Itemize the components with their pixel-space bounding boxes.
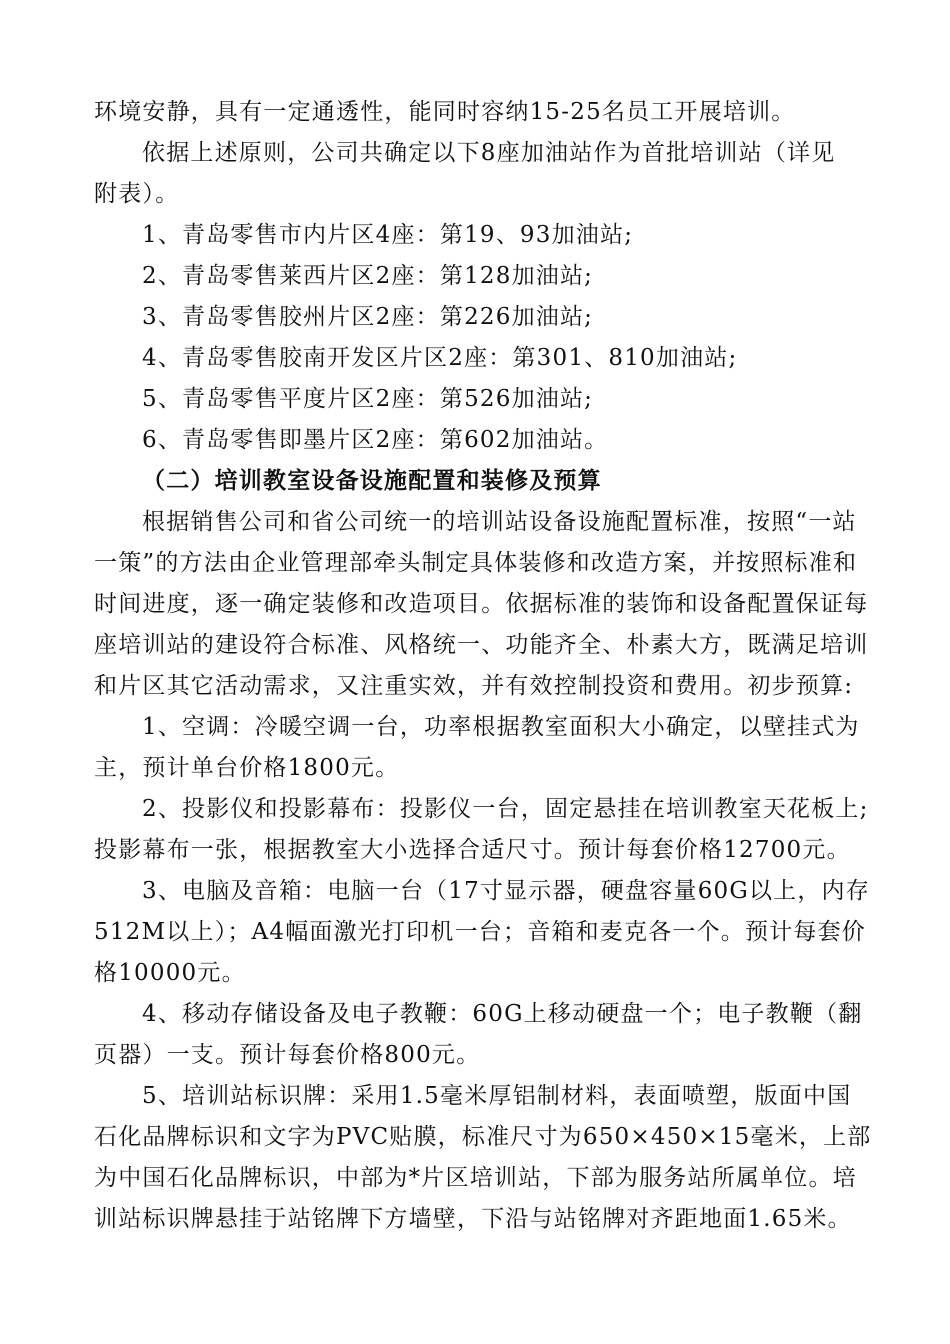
list-item: 3、电脑及音箱：电脑一台（17寸显示器，硬盘容量60G以上，内存 xyxy=(142,878,870,904)
body-text-line: 为中国石化品牌标识，中部为*片区培训站，下部为服务站所属单位。培 xyxy=(94,1165,857,1191)
list-item: 2、投影仪和投影幕布：投影仪一台，固定悬挂在培训教室天花板上; xyxy=(142,796,869,822)
body-text-line: 512M以上）；A4幅面激光打印机一台；音箱和麦克各一个。预计每套价 xyxy=(94,919,866,945)
body-text-line: 一策”的方法由企业管理部牵头制定具体装修和改造方案，并按照标准和 xyxy=(94,550,858,576)
list-item: 5、青岛零售平度片区2座：第526加油站; xyxy=(142,386,594,412)
list-item: 5、培训站标识牌：采用1.5毫米厚铝制材料，表面喷塑，版面中国 xyxy=(142,1083,852,1109)
body-text-line: 时间进度，逐一确定装修和改造项目。依据标准的装饰和设备配置保证每 xyxy=(94,591,869,617)
list-item: 2、青岛零售莱西片区2座：第128加油站; xyxy=(142,263,594,289)
section-heading: （二）培训教室设备设施配置和装修及预算 xyxy=(142,468,602,494)
paragraph-first-line: 依据上述原则，公司共确定以下8座加油站作为首批培训站（详见 xyxy=(142,140,836,166)
body-text-line: 附表）。 xyxy=(94,181,180,207)
body-text-line: 主，预计单台价格1800元。 xyxy=(94,755,400,781)
body-text-line: 和片区其它活动需求，又注重实效，并有效控制投资和费用。初步预算: xyxy=(94,673,854,699)
body-text-line: 页器）一支。预计每套价格800元。 xyxy=(94,1042,481,1068)
body-text-line: 格10000元。 xyxy=(94,960,246,986)
list-item: 3、青岛零售胶州片区2座：第226加油站; xyxy=(142,304,594,330)
list-item: 4、青岛零售胶南开发区片区2座：第301、810加油站; xyxy=(142,345,738,371)
body-text-line: 石化品牌标识和文字为PVC贴膜，标准尺寸为650×450×15毫米，上部 xyxy=(94,1124,872,1150)
list-item: 4、移动存储设备及电子教鞭：60G上移动硬盘一个；电子教鞭（翻 xyxy=(142,1001,863,1027)
body-text-line: 训站标识牌悬挂于站铭牌下方墙壁，下沿与站铭牌对齐距地面1.65米。 xyxy=(94,1206,852,1232)
list-item: 1、青岛零售市内片区4座：第19、93加油站; xyxy=(142,222,634,248)
body-text-line: 环境安静，具有一定通透性，能同时容纳15-25名员工开展培训。 xyxy=(94,99,796,125)
paragraph-first-line: 根据销售公司和省公司统一的培训站设备设施配置标准，按照“一站 xyxy=(142,509,857,535)
body-text-line: 座培训站的建设符合标准、风格统一、功能齐全、朴素大方，既满足培训 xyxy=(94,632,869,658)
document-page xyxy=(94,92,872,1240)
body-text-line: 投影幕布一张，根据教室大小选择合适尺寸。预计每套价格12700元。 xyxy=(94,837,851,863)
list-item: 1、空调：冷暖空调一台，功率根据教室面积大小确定，以壁挂式为 xyxy=(142,714,860,740)
list-item: 6、青岛零售即墨片区2座：第602加油站。 xyxy=(142,427,609,453)
